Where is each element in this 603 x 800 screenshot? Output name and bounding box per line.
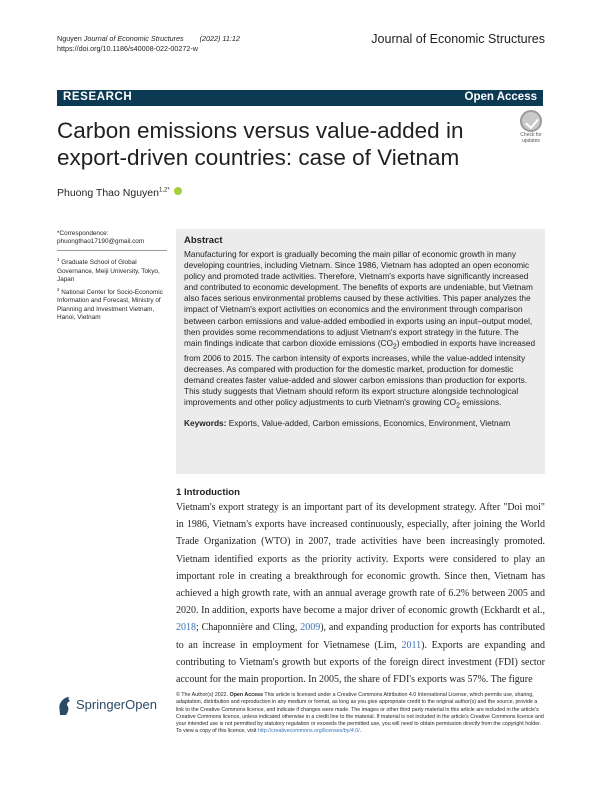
section-heading-introduction: 1 Introduction [176,487,240,498]
citation-line [57,34,240,44]
license-end: . [359,728,362,735]
introduction-paragraph [176,499,545,688]
check-for-updates-label: Check for updates [520,132,542,144]
intro-text: ), and expanding production for exports has contributed to an increase in employment for Vietnamese (Lim, [176,622,545,651]
check-for-updates-badge[interactable] [514,110,548,146]
abstract-box [176,229,545,474]
intro-text: ). Exports are expanding and contributing to Vietnam's growth but exports of the foreign direct investment (FDI) sector account for the main proportion. In 2005, the share of FDI's exports was 57%. The figure [176,639,545,686]
keywords-list: Exports, Value-added, Carbon emissions, Economics, Environment, Vietnam [228,417,511,428]
affiliation-2-mark: 2 [57,287,60,293]
affiliation-1-mark: 1 [57,257,60,263]
meta-year-volume: (2022) 11:12 [199,34,240,43]
affiliation-2 [57,286,167,322]
article-title: Carbon emissions versus value-added in export-driven countries: case of Vietnam [57,118,464,170]
license-text: This article is licensed under a Creative Commons Attribution 4.0 International License, which permits use, sharing, adaptation, distribution and reproduction in any medium or format, as long as you give appropriate credit to the original author(s) and the source, provide a link to the Creative Commons licence, and indicate if changes were made. The images or other third party material in this article are included in the article's Creative Commons licence, unless indicated otherwise in a credit line to the material. If material is not included in the article's Creative Commons licence and your intended use is not permitted by statutory regulation or exceeds the permitted use, you will need to obtain permission directly from the copyright holder. To view a copy of this licence, visit [176,692,544,735]
keywords-label: Keywords: [184,417,227,428]
keywords [184,418,537,429]
meta-journal: Journal of Economic Structures [83,34,184,43]
abstract-text-part-b: ) embodied in exports have increased from 2006 to 2015. The carbon intensity of exports increases, while the value-added intensity decreases. As compared with production for the domestic market, production for domestic demand creates faster value-added and slower carbon emissions than production for exports. This study suggests that Vietnam should reform its export structure alongside technological improvements and other policy adjustments to curb Vietnam's growing CO [184,337,536,407]
intro-text: Vietnam's export strategy is an important part of its development strategy. After "Doi moi" in 1986, Vietnam's exports have increased continuously, especially, after joining the World Trade Organization (WTO) in 2007, trade activities have been increasingly promoted. Vietnam identified exports as the priority activity. Exports were considered to play an important role in creating a breakthrough for economic growth. Since then, Vietnam has achieved a high growth rate, with an annual average growth rate of 6.2% between 2005 and 2020. In addition, exports have become a major driver of economic growth (Eckhardt et al., [176,502,545,617]
abstract-text [184,249,537,412]
co2-subscript: 2 [392,343,397,351]
abstract-heading: Abstract [184,235,223,246]
author-affiliation-marks: 1,2* [158,187,170,194]
article-type-banner [57,90,543,106]
article-type-label: RESEARCH [63,91,133,103]
license-notice [176,692,545,736]
springer-open-logo [57,691,167,721]
co2-subscript: 2 [456,402,460,410]
affiliation-sidebar [57,230,167,324]
open-access-label: Open Access [464,91,537,103]
license-copyright: © The Author(s) 2022. [176,692,230,698]
license-open-access: Open Access [229,692,263,698]
affiliation-2-text: National Center for Socio-Economic Information and Forecast, Ministry of Planning and Investment Vietnam, Hanoi, Vietnam [57,289,163,321]
affiliation-1 [57,256,167,284]
check-icon [520,110,542,132]
journal-title: Journal of Economic Structures [371,32,545,46]
intro-text: ; Chaponnière and Cling, [196,622,301,634]
affiliation-1-text: Graduate School of Global Governance, Meiji University, Tokyo, Japan [57,259,160,283]
citation-link[interactable]: 2009 [300,622,321,634]
license-link[interactable]: http://creativecommons.org/licenses/by/4.0/ [257,728,360,735]
abstract-text-part-c: emissions. [459,396,502,407]
article-meta [57,34,240,54]
author-line [57,187,182,199]
citation-link[interactable]: 2011 [401,639,422,651]
abstract-text-part-a: Manufacturing for export is gradually becoming the main pillar of economic growth in many developing countries, including Vietnam. Since 1986, Vietnam has adopted an open economic policy and promoted trade activities. Therefore, Vietnam's exports have significantly increased and contributed to economic development. The benefits of exports are undeniable, but Vietnam also faces serious environmental problems caused by these activities. This paper analyzes the impact of Vietnam's export activities on economics and the environment through comparison between carbon emissions and value-added embodied in exports using an input–output model, then provides some recommendations to adjust Vietnam's export strategy in the future. The main findings indicate that carbon dioxide emissions (CO [184,249,533,348]
citation-link[interactable]: 2018 [176,622,196,634]
author-name[interactable]: Phuong Thao Nguyen [57,187,159,199]
correspondence: *Correspondence: phuongthao17190@gmail.com [57,230,167,251]
springer-open-wordmark: SpringerOpen [76,697,157,712]
springer-horse-icon [57,695,72,717]
doi-link[interactable]: https://doi.org/10.1186/s40008-022-00272-w [57,44,198,53]
meta-author: Nguyen [57,34,82,43]
orcid-icon[interactable] [174,187,182,195]
